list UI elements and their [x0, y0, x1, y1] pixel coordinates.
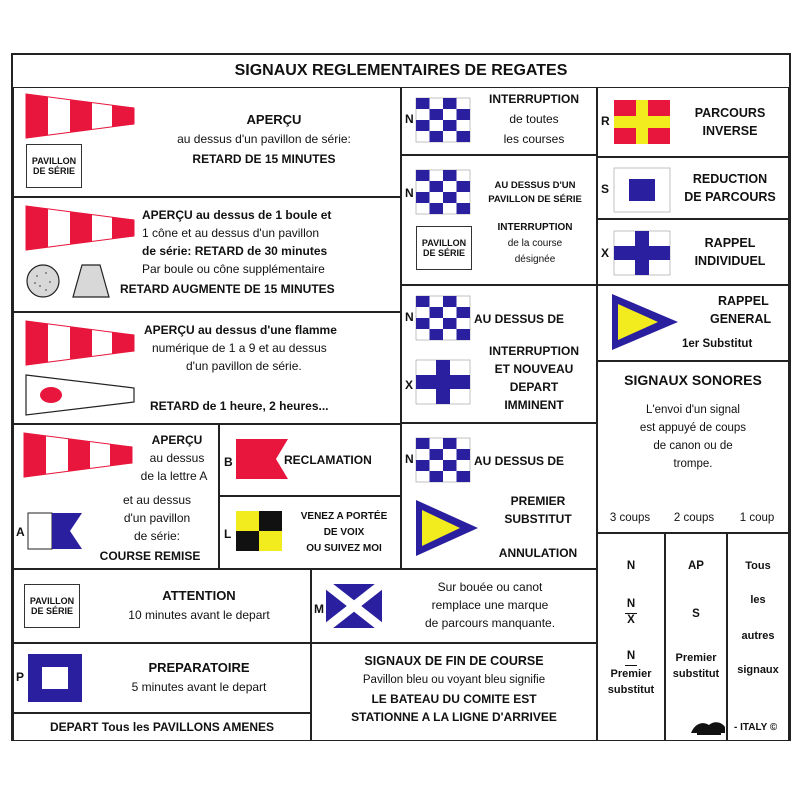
signal-box-interruption-nouveau-depart [401, 285, 597, 423]
apercu-pennant-icon [24, 433, 132, 477]
italy-mark: - ITALY © [734, 722, 778, 733]
sonores-line1: L'envoi d'un signal [646, 404, 740, 416]
pavillon-serie-label: PAVILLON DE SÉRIE [416, 226, 472, 270]
b4-line4: et au dessus [122, 493, 192, 507]
b2-line5: RETARD AUGMENTE DE 15 MINUTES [120, 282, 335, 296]
signal-box-rappel-individuel [597, 219, 789, 285]
m-line1: Sur bouée ou canot [437, 580, 543, 594]
signal-box-course-remise [13, 424, 219, 569]
b4-line2: au dessus [149, 451, 205, 465]
sound-column-1-coup [727, 533, 789, 741]
c1-line1: INTERRUPTION [489, 92, 579, 106]
flag-x-icon [416, 360, 470, 404]
letter-s-label: S [601, 182, 610, 196]
b3-line1: APERÇU au dessus d'une flamme [144, 323, 337, 337]
letter-m-label: M [314, 602, 324, 616]
letter-x-label: X [601, 246, 610, 260]
reclamation-label: RECLAMATION [284, 453, 372, 467]
signal-box-rappel-general [597, 285, 789, 361]
coups-1: 1 coup [739, 512, 775, 524]
b1-line2: au dessus d'un pavillon de série: [177, 132, 351, 146]
b3-line2: numérique de 1 a 9 et au dessus [152, 341, 327, 355]
signal-box-parcours-inverse [597, 87, 789, 157]
b4-line1: APERÇU [151, 433, 203, 447]
signal-box-depart [13, 713, 311, 741]
flag-m-icon [326, 584, 382, 628]
b3-line3: d'un pavillon de série. [186, 359, 302, 373]
col3-line1: Tous [745, 560, 771, 572]
c8-label: ANNULATION [498, 546, 578, 560]
flag-s-icon [614, 168, 670, 212]
fin-line2: Pavillon bleu ou voyant bleu signifie [362, 674, 546, 686]
signal-box-apercu-heures [13, 312, 401, 424]
sound-column-3-coups [597, 533, 665, 741]
letter-b-label: B [224, 455, 233, 469]
c1-line3: les courses [503, 132, 565, 146]
cone-shape-icon [72, 264, 110, 298]
flag-x-icon [614, 231, 670, 275]
signal-box-interruption-designee [401, 155, 597, 285]
col1-n3: N [626, 650, 636, 662]
signal-box-marque-manquante [311, 569, 597, 643]
c4-label: AU DESSUS DE [474, 312, 565, 326]
signal-box-reduction-parcours [597, 157, 789, 219]
b4-line5: d'un pavillon [123, 511, 191, 525]
apercu-pennant-icon [26, 206, 134, 250]
rappel-gen-line2: GENERAL [710, 312, 772, 326]
c3-line3: désignée [514, 254, 556, 265]
apercu-pennant-icon [26, 94, 134, 138]
letter-l-label: L [224, 527, 232, 541]
preparatoire-line2: 5 minutes avant le depart [131, 680, 267, 694]
attention-line2: 10 minutes avant le depart [128, 608, 270, 622]
c5-line4: IMMINENT [504, 398, 564, 412]
fin-line3: LE BATEAU DU COMITE EST [371, 692, 537, 706]
signal-box-reclamation [219, 424, 401, 496]
rappel-ind-line2: INDIVIDUEL [694, 254, 766, 268]
c3-line2: de la course [507, 238, 563, 249]
letter-n-label: N [405, 452, 414, 466]
rappel-gen-line3: 1er Substitut [682, 338, 753, 350]
flag-a-icon [28, 513, 82, 549]
c7-line1: PREMIER [510, 494, 566, 508]
c5-line1: INTERRUPTION [489, 344, 579, 358]
col2-p2: substitut [672, 668, 720, 680]
flag-n-icon [416, 98, 470, 142]
b2-line3: de série: RETARD de 30 minutes [142, 244, 328, 258]
col1-n2: N [626, 598, 636, 610]
attention-line1: ATTENTION [162, 588, 236, 603]
letter-n-label: N [405, 112, 414, 126]
letter-x-label: X [405, 378, 414, 392]
signal-box-interruption-toutes [401, 87, 597, 155]
depart-label: DEPART Tous les PAVILLONS AMENES [49, 720, 275, 734]
col1-p2: substitut [607, 684, 655, 696]
first-substitute-pennant-icon [416, 500, 478, 556]
c5-line2: ET NOUVEAU [494, 362, 574, 376]
flag-n-icon [416, 170, 470, 214]
m-line2: remplace une marque [431, 598, 549, 612]
m-line3: de parcours manquante. [424, 616, 556, 630]
fin-line4: STATIONNE A LA LIGNE D'ARRIVEE [351, 710, 557, 724]
numeral-pennant-icon [26, 375, 134, 415]
c3-line1: INTERRUPTION [497, 222, 573, 233]
flag-b-icon [236, 439, 288, 479]
rappel-ind-line1: RAPPEL [704, 236, 756, 250]
col2-s: S [692, 608, 700, 620]
c1-line2: de toutes [509, 112, 559, 126]
b2-line1: APERÇU au dessus de 1 boule et [142, 208, 332, 222]
letter-n-label: N [405, 186, 414, 200]
col1-n1: N [626, 560, 636, 572]
ball-shape-icon [26, 264, 60, 298]
col3-line4: signaux [737, 664, 779, 676]
signal-box-venez [219, 496, 401, 569]
sonores-title: SIGNAUX SONORES [624, 372, 762, 388]
col2-p1: Premier [675, 652, 717, 664]
sound-column-2-coups [665, 533, 727, 741]
sonores-line3: de canon ou de [653, 440, 733, 452]
letter-p-label: P [16, 670, 25, 684]
flag-p-icon [28, 654, 82, 702]
reduction-line2: DE PARCOURS [684, 190, 776, 204]
regatta-signals-chart [11, 53, 791, 741]
b3-line4: RETARD de 1 heure, 2 heures... [150, 399, 329, 413]
b4-line3: de la lettre A [140, 469, 208, 483]
pavillon-serie-label: PAVILLON DE SÉRIE [24, 584, 80, 628]
col1-p1: Premier [610, 668, 652, 680]
col3-line3: autres [741, 630, 775, 642]
coups-3: 3 coups [609, 512, 651, 524]
col2-ap: AP [688, 560, 704, 572]
c5-line3: DEPART [509, 380, 559, 394]
apercu-pennant-icon [26, 321, 134, 365]
b4-line6: de série: [133, 529, 181, 543]
col3-line2: les [750, 594, 766, 606]
reduction-line1: REDUCTION [692, 172, 768, 186]
publisher-logo-icon [689, 717, 729, 737]
sonores-line2: est appuyé de coups [639, 422, 747, 434]
coups-2: 2 coups [673, 512, 715, 524]
first-substitute-pennant-icon [612, 294, 678, 350]
fraction-bar [625, 665, 637, 666]
page-title: SIGNAUX REGLEMENTAIRES DE REGATES [234, 62, 568, 79]
flag-n-icon [416, 296, 470, 340]
parcours-line1: PARCOURS [694, 106, 766, 120]
preparatoire-line1: PREPARATOIRE [148, 660, 250, 675]
pavillon-serie-label: PAVILLON DE SÉRIE [26, 144, 82, 188]
c2-line1: AU DESSUS D'UN [494, 180, 576, 191]
b2-line2: 1 cône et au dessus d'un pavillon [142, 226, 320, 240]
venez-line1: VENEZ A PORTÉE [300, 511, 388, 522]
signal-box-annulation [401, 423, 597, 569]
signal-box-fin-de-course [311, 643, 597, 741]
flag-l-icon [236, 511, 282, 551]
letter-n-label: N [405, 310, 414, 324]
c7-line2: SUBSTITUT [504, 512, 572, 526]
flag-r-icon [614, 100, 670, 144]
signal-box-attention [13, 569, 311, 643]
venez-line2: DE VOIX [323, 527, 365, 538]
b1-line1: APERÇU [246, 112, 302, 127]
c6-label: AU DESSUS DE [474, 454, 565, 468]
signal-box-signaux-sonores [597, 361, 789, 533]
b4-line7: COURSE REMISE [99, 549, 201, 563]
c2-line2: PAVILLON DE SÉRIE [488, 194, 582, 205]
parcours-line2: INVERSE [702, 124, 758, 138]
signal-box-apercu-30 [13, 197, 401, 312]
signal-box-preparatoire [13, 643, 311, 713]
b2-line4: Par boule ou cône supplémentaire [142, 262, 325, 276]
signal-box-apercu-15 [13, 87, 401, 197]
b1-line3: RETARD DE 15 MINUTES [192, 152, 336, 166]
rappel-gen-line1: RAPPEL [718, 294, 769, 308]
flag-n-icon [416, 438, 470, 482]
col1-x: X [627, 614, 635, 626]
venez-line3: OU SUIVEZ MOI [306, 543, 382, 554]
letter-a-label: A [16, 525, 25, 539]
sonores-line4: trompe. [673, 458, 713, 470]
fin-line1: SIGNAUX DE FIN DE COURSE [364, 654, 544, 668]
letter-r-label: R [601, 114, 610, 128]
